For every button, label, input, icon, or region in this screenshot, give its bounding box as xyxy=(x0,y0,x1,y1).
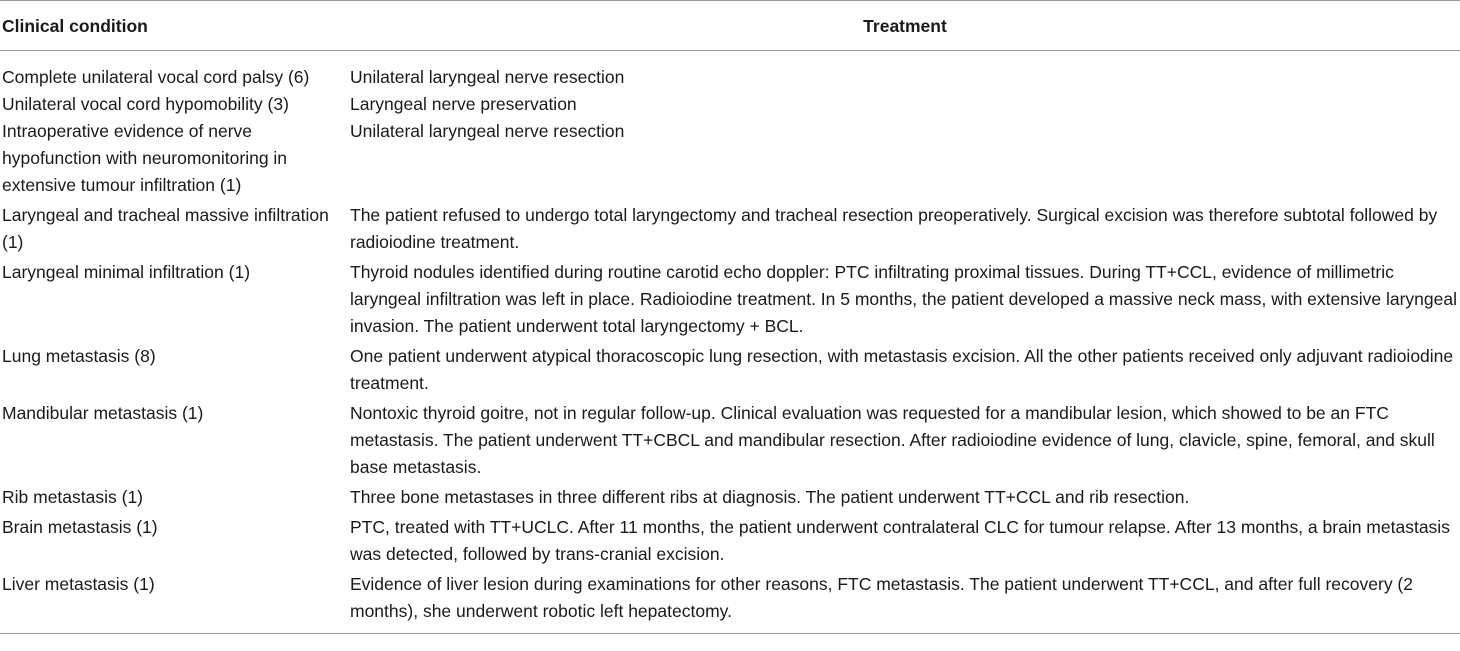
header-row xyxy=(0,1,1460,51)
treatment-cell: Unilateral laryngeal nerve resection xyxy=(350,67,625,87)
treatment-cell: One patient underwent atypical thoracoscopic lung resection, with metastasis excision. All the other patients received only adjuvant radioiodine treatment. xyxy=(350,346,1454,393)
condition-cell: Intraoperative evidence of nerve hypofunction with neuromonitoring in extensive tumour infiltration (1) xyxy=(2,121,288,195)
condition-cell: Unilateral vocal cord hypomobility (3) xyxy=(2,94,289,114)
treatment-cell: Three bone metastases in three different ribs at diagnosis. The patient underwent TT+CCL and rib resection. xyxy=(350,487,1190,507)
table-row xyxy=(0,199,1460,256)
condition-cell: Liver metastasis (1) xyxy=(0,568,348,634)
treatment-cell: Unilateral laryngeal nerve resection xyxy=(350,121,625,141)
table-row xyxy=(0,256,1460,340)
treatment-cell: Thyroid nodules identified during routine carotid echo doppler: PTC infiltrating proximal tissues. During TT+CCL, evidence of millimetric laryngeal infiltration was left in place. Radioiodine treatment. In 5 months, the patient developed a massive neck mass, with extensive laryngeal invasion. The patient underwent total laryngectomy + BCL. xyxy=(350,262,1457,336)
treatment-cell: Laryngeal nerve preservation xyxy=(350,94,577,114)
table-header xyxy=(0,1,1460,51)
header-treatment: Treatment xyxy=(348,1,1460,51)
condition-cell: Rib metastasis (1) xyxy=(2,487,144,507)
table-row xyxy=(0,340,1460,397)
table-row xyxy=(0,481,1460,511)
treatment-cell: The patient refused to undergo total laryngectomy and tracheal resection preoperatively. Surgical excision was therefore subtotal followed by radioiodine treatment. xyxy=(350,205,1438,252)
treatment-cell: Evidence of liver lesion during examinations for other reasons, FTC metastasis. The patient underwent TT+CCL, and after full recovery (2 months), she underwent robotic left hepatectomy. xyxy=(348,568,1460,634)
table-row xyxy=(0,118,1460,199)
condition-cell: Laryngeal minimal infiltration (1) xyxy=(2,262,251,282)
table-row xyxy=(0,51,1460,92)
table-row xyxy=(0,397,1460,481)
condition-cell: Complete unilateral vocal cord palsy (6) xyxy=(2,67,310,87)
condition-cell: Brain metastasis (1) xyxy=(2,517,158,537)
table-row xyxy=(0,511,1460,568)
condition-cell: Laryngeal and tracheal massive infiltration (1) xyxy=(2,205,329,252)
table-body xyxy=(0,51,1460,634)
condition-cell: Lung metastasis (8) xyxy=(2,346,156,366)
condition-cell: Mandibular metastasis (1) xyxy=(2,403,204,423)
header-clinical-condition: Clinical condition xyxy=(0,1,348,51)
treatment-cell: PTC, treated with TT+UCLC. After 11 months, the patient underwent contralateral CLC for tumour relapse. After 13 months, a brain metastasis was detected, followed by trans-cranial excision. xyxy=(350,517,1450,564)
table-row xyxy=(0,568,1460,634)
table-row xyxy=(0,91,1460,118)
treatment-cell: Nontoxic thyroid goitre, not in regular follow-up. Clinical evaluation was requested for a mandibular lesion, which showed to be an FTC metastasis. The patient underwent TT+CBCL and mandibular resection. After radioiodine evidence of lung, clavicle, spine, femoral, and skull base metastasis. xyxy=(350,403,1435,477)
